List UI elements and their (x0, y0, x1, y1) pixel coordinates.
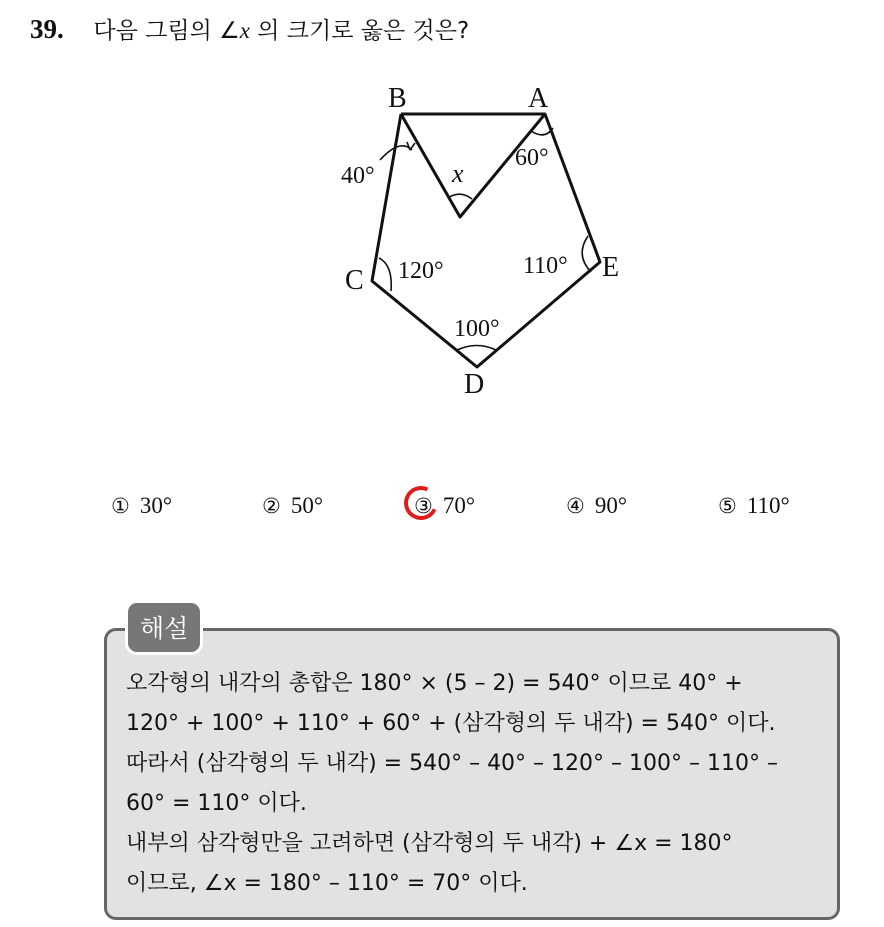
arrow-head (407, 142, 415, 150)
choice-4-number: ④ (566, 494, 585, 518)
choice-2-text: 50° (290, 493, 324, 518)
choice-1-number: ① (111, 494, 130, 518)
explanation-line: 오각형의 내각의 총합은 180° × (5 – 2) = 540° 이므로 40° + (126, 671, 743, 696)
choice-5[interactable] (718, 493, 790, 519)
choice-5-text: 110° (746, 493, 790, 518)
angle-label-100: 100° (454, 316, 500, 342)
choice-1[interactable] (111, 493, 172, 519)
angle-label-110: 110° (523, 253, 568, 279)
choice-1-text: 30° (139, 493, 173, 518)
explanation-text (126, 664, 826, 904)
question-text-start: 다음 그림의 (93, 18, 220, 44)
explanation-line: 120° + 100° + 110° + 60° + (삼각형의 두 내각) = 540° 이다. (126, 711, 776, 736)
choice-4-text: 90° (594, 493, 628, 518)
angle-arc-c (379, 258, 391, 291)
question-text-end: 의 크기로 옳은 것은? (249, 18, 470, 44)
explanation-line: 내부의 삼각형만을 고려하면 (삼각형의 두 내각) + ∠x = 180° (126, 831, 733, 856)
explanation-line: 60° = 110° 이다. (126, 791, 307, 816)
choice-3-text: 70° (442, 493, 476, 518)
explanation-line: 이므로, ∠x = 180° – 110° = 70° 이다. (126, 871, 528, 896)
angle-label-60: 60° (515, 145, 549, 171)
angle-arc-x (448, 194, 472, 199)
angle-label-40: 40° (341, 163, 375, 189)
answer-choices (0, 493, 884, 525)
choice-2-number: ② (262, 494, 281, 518)
explanation-tag: 해설 (128, 603, 200, 652)
angle-arc-b (380, 146, 412, 160)
angle-label-120: 120° (398, 258, 444, 284)
vertex-label-d: D (464, 369, 485, 400)
vertex-label-a: A (528, 83, 549, 114)
vertex-label-b: B (388, 83, 407, 114)
angle-variable: x (239, 18, 250, 43)
choice-3-number: ③ (414, 494, 433, 518)
question-number: 39. (30, 14, 64, 44)
vertex-label-c: C (345, 265, 364, 296)
angle-arc-e (582, 236, 591, 272)
choice-5-number: ⑤ (718, 494, 737, 518)
choice-4[interactable] (566, 493, 627, 519)
angle-arc-d (457, 346, 496, 351)
explanation-line: 따라서 (삼각형의 두 내각) = 540° – 40° – 120° – 100° – 110° – (126, 751, 778, 776)
choice-2[interactable] (262, 493, 323, 519)
vertex-label-e: E (602, 252, 620, 283)
pentagon-figure (0, 0, 884, 460)
angle-label-x: x (452, 159, 464, 188)
angle-symbol: ∠ (219, 18, 240, 44)
